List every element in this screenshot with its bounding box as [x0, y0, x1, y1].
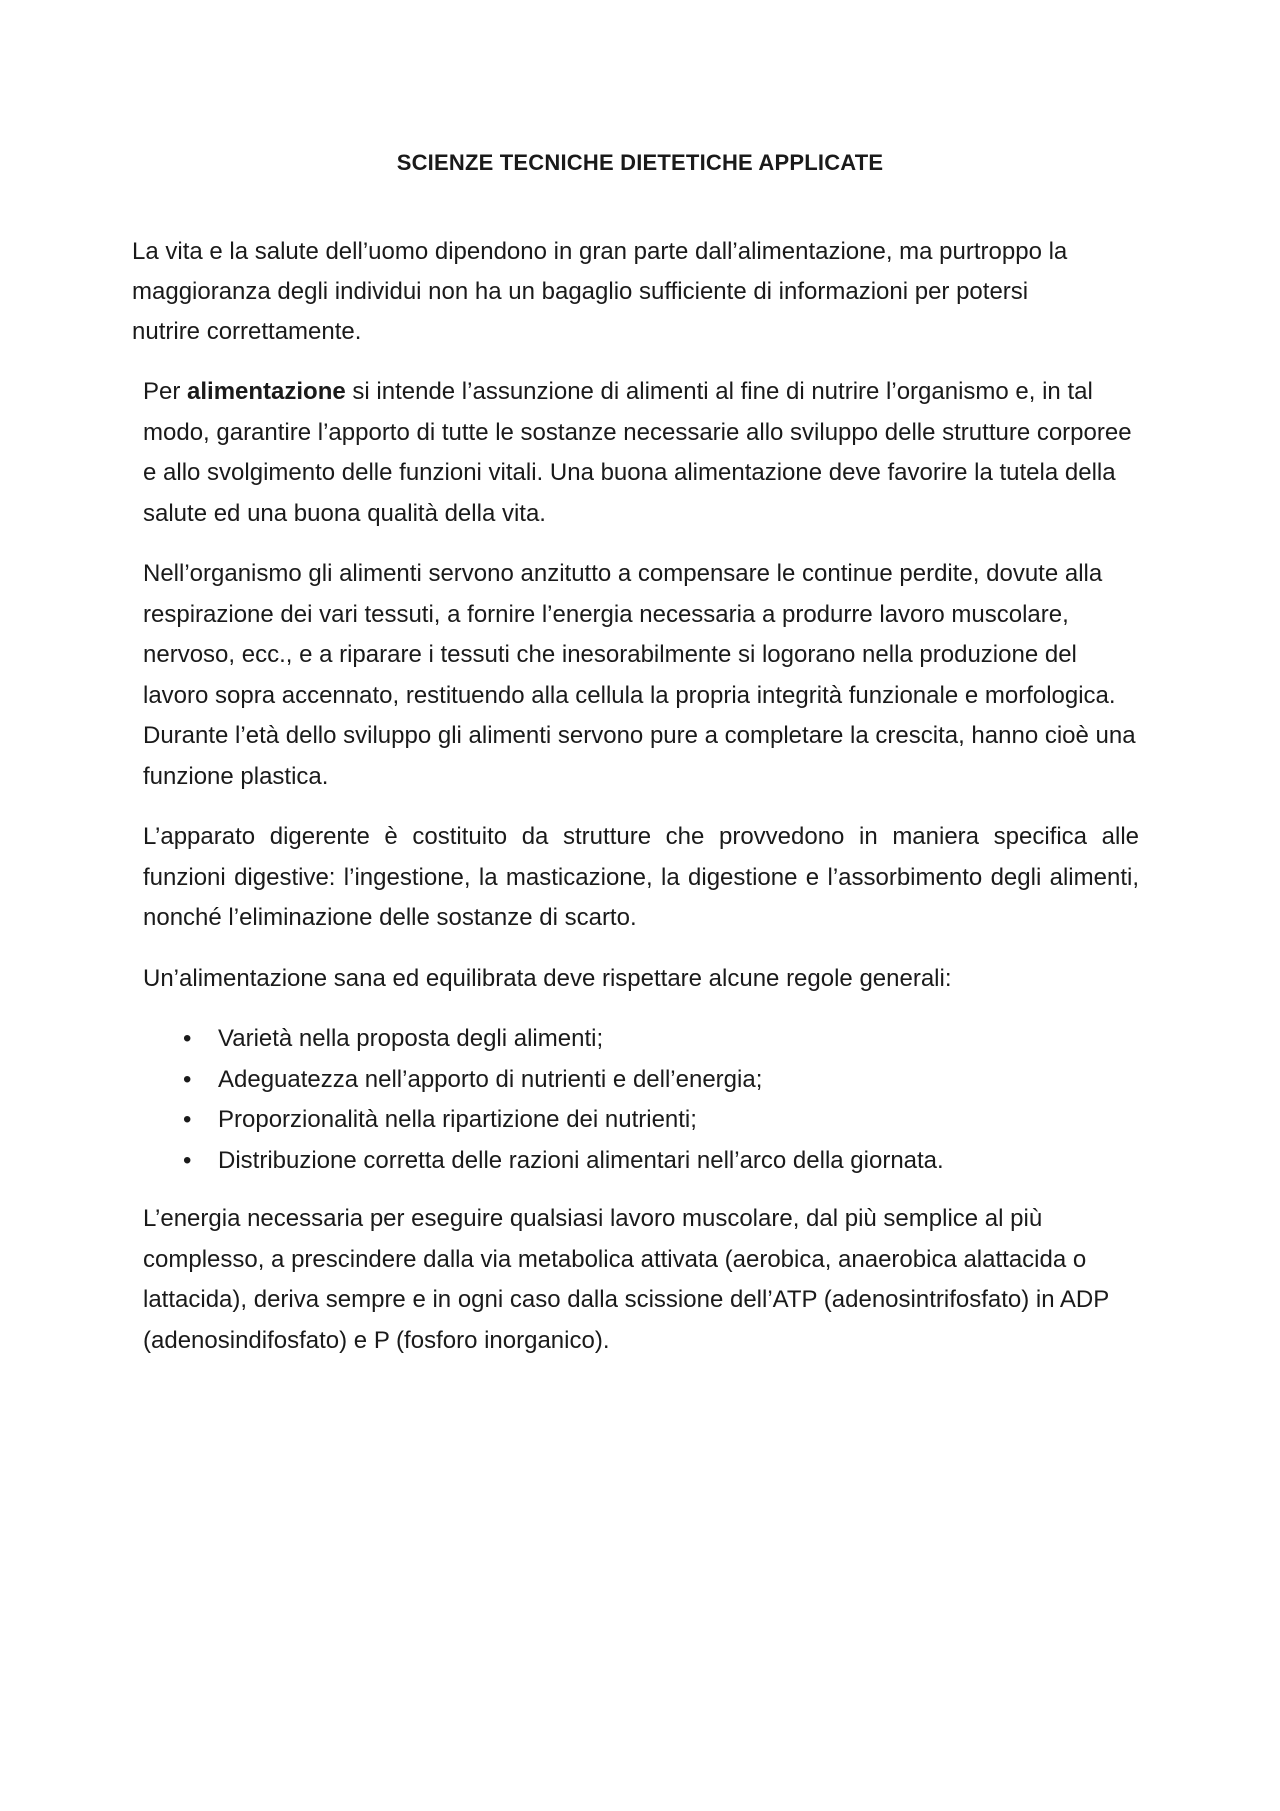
- bullet-icon: •: [183, 1146, 192, 1174]
- list-item: [143, 1141, 1139, 1182]
- paragraph-alimentazione-rest: si intende l’assunzione di alimenti al fine di nutrire l’organismo e, in tal modo, garantire l’apporto di tutte le sostanze necessarie allo sviluppo delle strutture corporee e allo svolgimento delle funzioni vitali. Una buona alimentazione deve favorire la tutela della salute ed una buona qualità della vita.: [143, 378, 1132, 527]
- bullet-icon: •: [183, 1025, 192, 1052]
- paragraph-alimentazione: [143, 372, 1139, 534]
- list-item-text: Distribuzione corretta delle razioni alimentari nell’arco della giornata.: [218, 1146, 944, 1174]
- paragraph-regole-intro: Un’alimentazione sana ed equilibrata deve rispettare alcune regole generali:: [143, 964, 952, 992]
- paragraph-energia-atp: L’energia necessaria per eseguire qualsiasi lavoro muscolare, dal più semplice al più complesso, a prescindere dalla via metabolica attivata (aerobica, anaerobica alattacida o lattacida), deriva sempre e in ogni caso dalla scissione dell’ATP (adenosintrifosfato) in ADP (adenosindifosfato) e P (fosforo inorganico).: [143, 1205, 1109, 1354]
- paragraph-apparato-digerente: L’apparato digerente è costituito da strutture che provvedono in maniera specifica alle funzioni digestive: l’ingestione, la masticazione, la digestione e l’assorbimento degli alimenti, nonché l’eliminazione delle sostanze di scarto.: [143, 823, 1139, 931]
- list-item-text: Adeguatezza nell’apporto di nutrienti e dell’energia;: [218, 1065, 763, 1093]
- list-item-text: Varietà nella proposta degli alimenti;: [218, 1025, 604, 1052]
- intro-paragraph: La vita e la salute dell’uomo dipendono in gran parte dall’alimentazione, ma purtroppo la maggioranza degli individui non ha un bagaglio sufficiente di informazioni per potersi nutrire correttamente.: [132, 238, 1068, 345]
- list-item: [143, 1100, 1139, 1141]
- list-item: [143, 1060, 1139, 1101]
- document-body: [143, 372, 1139, 1381]
- list-item: [143, 1019, 1139, 1060]
- term-alimentazione: alimentazione: [187, 378, 346, 405]
- list-item-text: Proporzionalità nella ripartizione dei nutrienti;: [218, 1106, 697, 1133]
- bullet-icon: •: [183, 1106, 192, 1133]
- document-title: SCIENZE TECNICHE DIETETICHE APPLICATE: [396, 150, 884, 175]
- paragraph-alimentazione-lead: Per: [143, 378, 188, 405]
- rules-list: [143, 1019, 1139, 1181]
- bullet-icon: •: [183, 1065, 192, 1093]
- paragraph-organismo: Nell’organismo gli alimenti servono anzitutto a compensare le continue perdite, dovute alla respirazione dei vari tessuti, a fornire l’energia necessaria a produrre lavoro muscolare, nervoso, ecc., e a riparare i tessuti che inesorabilmente si logorano nella produzione del lavoro sopra accennato, restituendo alla cellula la propria integrità funzionale e morfologica. Durante l’età dello sviluppo gli alimenti servono pure a completare la crescita, hanno cioè una funzione plastica.: [143, 560, 1136, 790]
